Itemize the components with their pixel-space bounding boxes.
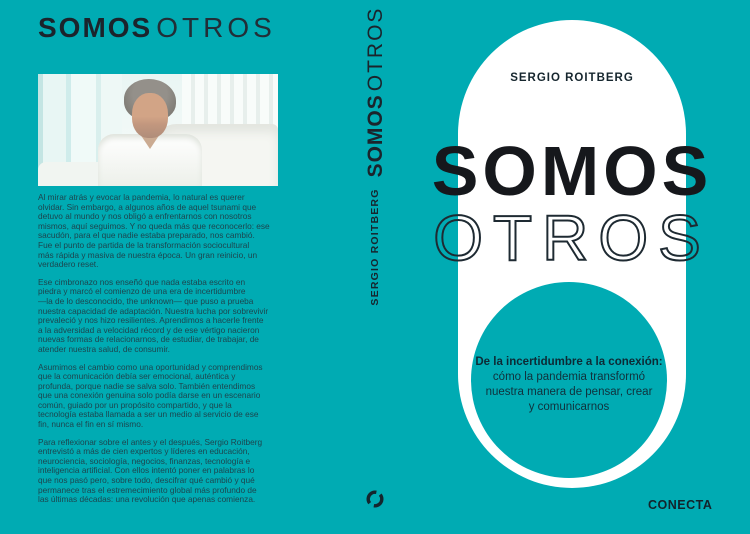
spine-title [364,7,388,178]
front-tagline [459,355,679,415]
back-cover-title [38,14,276,42]
conecta-ring-icon [365,489,385,509]
front-title-somos: SOMOS [431,132,713,210]
back-cover-synopsis [38,193,310,513]
tagline-body: cómo la pandemia transformó nuestra manera de pensar, crear y comunicarnos [485,371,653,413]
spine-title-otros: OTROS [364,6,387,92]
spine-author: SERGIO ROITBERG [369,188,381,306]
synopsis-paragraph: Asumimos el cambio como una oportunidad y comprendimos que la comunicación debía ser emocional, auténtica y profunda, porque nadie se salva solo. También entendimos que una conexión genuina solo podía darse en un escenario común, guiado por un propósito compartido, y que la tecnología estaba llamada a ser un medio al servicio de ese fin, nunca el fin en sí mismo. [38,361,263,430]
synopsis-paragraph: Ese cimbronazo nos enseñó que nada estaba escrito en piedra y marcó el comienzo de una era de incertidumbre —la de lo desconocido, the unknown— que puso a prueba nuestra capacidad de adaptación. Nuestra lucha por sobrevivir prevaleció y nos hizo resilientes. Aprendimos a hacerle frente a la adversidad a velocidad récord y de ese vértigo nacieron nuevas formas de relacionarnos, de estudiar, de trabajar, de atender nuestra salud, de consumir. [38,276,269,354]
tagline-lead: De la incertidumbre a la conexión: [475,356,663,368]
synopsis-paragraph: Al mirar atrás y evocar la pandemia, lo natural es querer olvidar. Sin embargo, a algunos años de aquel tsunami que detuvo al mundo y nos obligó a enfrentarnos con nosotros mismos, aquí seguimos. Y no queda más que reconocerlo: ese sacudón, para el que nadie estaba preparado, nos cambió. Fue el punto de partida de la transformación sociocultural más rápida y masiva de nuestra época. Un gran reinicio, un verdadero reset. [38,192,270,270]
publisher-wordmark: CONECTA [648,498,713,512]
front-title-otros: OTROS [433,202,711,274]
author-photo [38,74,278,186]
back-title-somos: SOMOS [38,12,153,43]
spine-title-somos: SOMOS [364,94,387,178]
photo-author-face [132,93,168,138]
front-author: SERGIO ROITBERG [510,72,634,84]
back-title-otros: OTROS [156,12,276,43]
synopsis-paragraph: Para reflexionar sobre el antes y el después, Sergio Roitberg entrevistó a más de cien expertos y líderes en educación, neurociencia, sociología, negocios, finanzas, tecnología e inteligencia artificial. Con ellos intentó poner en palabras lo que nos pasó pero, sobre todo, descifrar qué cambió y qué permanece tras el estremecimiento global más profundo de las últimas décadas: una revolución que apenas comienza. [38,436,263,505]
